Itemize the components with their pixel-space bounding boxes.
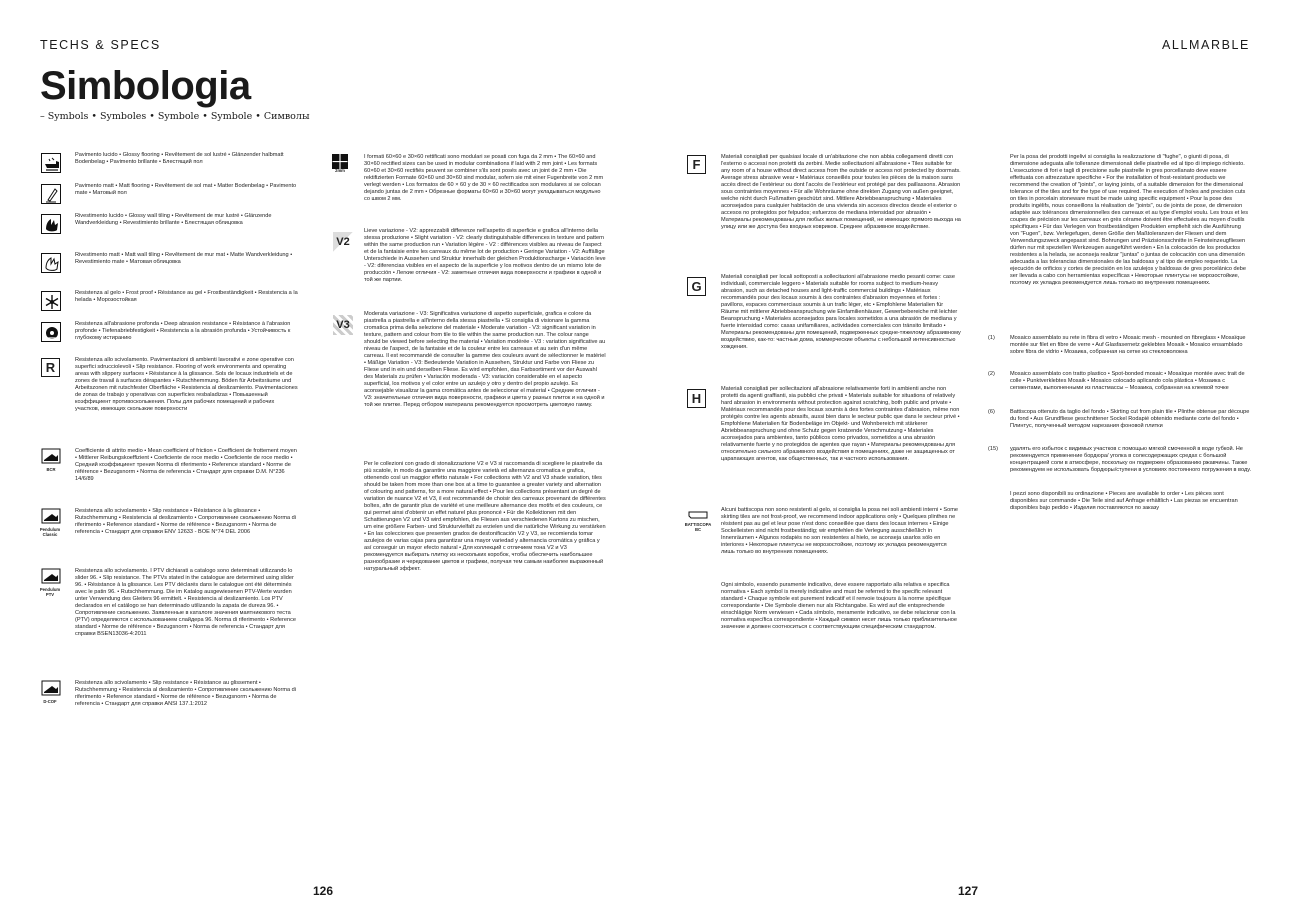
symbol-description: Materiali consigliati per locali sottoposti a sollecitazioni all'abrasione medio pesanti come: case individuali, commerciale leggero • Materials suitable for rooms subject to medium-heavy abrasion, such as detached houses and light-traffic commercial buildings • Matériaux recommandés pour des locaux soumis à des contraintes d'abrasion moyennes et fortes : pavillons, espaces commerciaux soumis à un trafic léger, etc • Empfohlene Materialien für Räume mit mittlerer Abriebbeanspruchung wie Einfamilienhäuser, Gewerbebereiche mit leichter Beanspruchung • Materiales aconsejados para locales sometidos a una abrasión de mediana y fuerte intensidad como: casas unifamiliares, actividades comerciales con tránsito limitado • Материалы рекомендованы для помещений, подверженных средне-тяжелому абразивному воздействию, как-то: частные дома, коммерческие объекты с небольшой интенсивностью хождения. bbox=[721, 274, 961, 350]
symbol-description: Resistenza allo scivolamento. I PTV dichiarati a catalogo sono determinati utilizzando lo slider 96. • Slip resistance. The PTVs stated in the catalogue are determined using slider 96. • Résistance à la glissance. Les PTV déclarés dans le catalogue ont été déterminés avec le patin 96. • Rutschhemmung. Die im Katalog ausgewiesenen PTV-Werte wurden unter Verwendung des Gleiters 96 ermittelt. • Resistencia al deslizamiento. Los PTV declarados en el catálogo se han determinado utilizando la zapata de dureza 96. • Сопротивление скольжению. Заявленные в каталоге значения маятникового теста (PTV) определяются с использованием слайдера 96. Norma di riferimento • Reference standard • Norme de référence • Bezugsnorm • Norma de referencia • Стандарт для справки BSEN13036-4:2011 bbox=[75, 568, 296, 637]
symbol-description: Resistenza allo scivolamento. Pavimentazioni di ambienti lavorativi e zone operative con superfici sdrucciolevoli • Slip resistance. Flooring of work environments and operating areas with slippery surfaces • Résistance à la glissance. Sols de locaux industriels et de zones de travail à surfaces dérapantes • Rutschhemmung. Böden für Arbeitsräume und Arbeitszonen mit rutschfester Oberfläche • Resistencia al deslizamiento. Pavimentaciones de zonas de trabajo y operativas con superficies resbaladizas • Повышенный коэффициент противоскольжения. Полы для рабочих помещений и рабочих участков, имеющих скользкие поверхности bbox=[75, 357, 298, 412]
footnote-text: Mosaico assemblato su rete in fibra di vetro • Mosaic mesh - mounted on fibreglass • Mosaïque montée sur filet en fibre de verre • Auf Glasfasernetz geklebtes Mosaik • Mosaico ensamblado sobre fibra de vidrio • Мозаика, собранная на сетке из стекловолокна bbox=[1010, 335, 1246, 355]
symbol-description: Pavimento lucido • Glossy flooring • Revêtement de sol lustré • Glänzender halbmatt Bodenbelag • Pavimento brillante • Блестящий пол bbox=[75, 152, 284, 165]
section-header: TECHS & SPECS bbox=[40, 38, 161, 52]
symbol-description: Pavimento matt • Matt flooring • Revêtement de sol mat • Matter Bodenbelag • Pavimento mate • Матовый пол bbox=[75, 183, 297, 196]
battiscopa-icon bbox=[688, 510, 708, 520]
pendulum-classic-icon bbox=[41, 508, 61, 528]
footnote-text: удалять его избыток с видимых участков с помощью мягкой смоченной в воде губкой. Не рекомендуется применение бордюра/ уголка в солесодержащих средах с большой концентрацией соли в атмосфере, поскольку он подвержен образованию ржавчины. Также рекомендуем не использовать бордюры/ступени в условиях постоянного погружения в воду. bbox=[1010, 446, 1252, 473]
symbol-disclaimer: Ogni simbolo, essendo puramente indicativo, deve essere rapportato alla relativa e specifica normativa • Each symbol is merely indicative and must be referred to the specific relevant standard • Chaque symbole est purement indicatif et il renvoie toujours à la norme spécifique correspondante • Die Symbole dienen nur als Richtangabe. Es wird auf die entsprechende einschlägige Norm verwiesen • Cada símbolo, meramente indicativo, se debe relacionar con la normativa específica correspondiente • Каждый символ несет лишь только приблизительное значение и должен соотноситься с соответствующим специфическим стандартом. bbox=[721, 582, 958, 630]
shade-variation-note: Per le collezioni con grado di stonalizzazione V2 e V3 si raccomanda di scegliere le piastrelle da più scatole, in modo da garantire una maggiore varietà ed alternanza cromatica e grafica, ottenendo così un maggior effetto naturale • For collections with V2 and V3 shade variation, tiles should be taken from more than one box at a time to guarantee a greater variety and alternation of colouring and patterns, for a more natural effect • Pour les collections présentant un degré de variation de nuance V2 et V3, il est recommandé de choisir des carreaux provenant de différentes boîtes, afin de garantir plus de variété et une meilleure alternance des motifs et des couleurs, ce qui permet ainsi d'obtenir un effet naturel plus prononcé • Für die Kollektionen mit den Schattierungen V2 und V3 wird empfohlen, die Fliesen aus verschiedenen Kartons zu mischen, um eine größere Farben- und Strukturvielfalt zu erzielen und die natürliche Wirkung zu verstärken • En las colecciones que presenten grados de destonificación V2 y V3, se recomienda tomar azulejos de varias cajas para garantizar una mayor variedad y alternancia cromática y gráfica y así conseguir un mayor efecto natural • Для коллекций с отличием тона V2 и V3 рекомендуется выбирать плитку из нескольких коробок, чтобы обеспечить наибольшее разнообразие и чередование цветов и графики, получая тем самым наиболее выраженный натуральный эффект. bbox=[364, 461, 606, 572]
symbol-description: Alcuni battiscopa non sono resistenti al gelo, si consiglia la posa nei soli ambienti interni • Some skirting tiles are not frost-proof, we recommend indoor applications only • Quelques plinthes ne résistent pas au gel et leur pose n'est donc conseillée que dans des locaux internes • Einige Sockelleisten sind nicht frostbeständig; wir empfehlen die Verlegung ausschließlich in Innenräumen • Algunos rodapiés no son resistentes al hielo, se aconseja usarlos sólo en interiores • Некоторые плинтусы не морозостойкие, поэтому их укладка рекомендуется лишь только во внутренних помещениях. bbox=[721, 507, 959, 555]
footnote-text: Mosaico assemblato con tratto plastico • Spot-bonded mosaic • Mosaïque montée avec trait de colle • Punktverklebtes Mosaik • Mosaico colocado aplicando cola plástica • Мозаика с сегментами, выполненными из пластмассы – Мозаика, собранная на клеевой точке bbox=[1010, 371, 1245, 391]
pendulum-ptv-icon bbox=[41, 568, 61, 588]
footnote-number: (1) bbox=[988, 335, 995, 341]
icon-label: Pendulum Classic bbox=[39, 527, 61, 537]
v3-icon: V3 bbox=[333, 315, 353, 335]
symbol-description: Resistenza al gelo • Frost proof • Résistance au gel • Frostbeständigkeit • Resistencia a la helada • Морозостойкая bbox=[75, 290, 298, 303]
2mm-joint-icon bbox=[332, 154, 348, 169]
dcof-icon bbox=[41, 680, 61, 700]
symbol-description: Lieve variazione - V2: apprezzabili differenze nell'aspetto di superficie e grafica all'interno della stessa produzione • Slight variation - V2: clearly distinguishable differences in texture and pattern within the same production run • Variation légère - V2 : différences visibles au niveau de l'aspect et de la fantaisie entre les carreaux du même lot de production • Geringe Variation - V2: Auffällige Unterschiede in Aussehen und Struktur innerhalb der gleichen Produktionscharge • Variación leve - V2: diferencias visibles en el aspecto de la superficie y los motivos dentro de un mismo lote de producción • Легкие отличия - V2: заметные отличия вида поверхности и графики в одной и той же партии. bbox=[364, 228, 606, 283]
symbol-description: Resistenza allo scivolamento • Slip resistance • Résistance à la glissance • Rutschhemmung • Resistencia al deslizamiento • Сопротивление скольжению Norma di riferimento • Reference standard • Norme de référence • Bezugsnorm • Norma de referencia • Стандарт для справки ENV 12633 - BOE N°74 DEL 2006 bbox=[75, 508, 297, 535]
footnote-text: Battiscopa ottenuto da taglio del fondo • Skirting cut from plain tile • Plinthe obtenue par découpe du fond • Aus Grundfliese geschnittener Sockel Rodapié obtenido mediante corte del fondo • Плинтус, полученный методом нарезания фоновой плитки bbox=[1010, 409, 1250, 429]
symbol-description: Materiali consigliati per qualsiasi locale di un'abitazione che non abbia collegamenti diretti con l'esterno o accessi non protetti da zerbini. Medie sollecitazioni all'abrasione • Tiles suitable for any room of a house without direct access from the outside or access not protected by doormats. Average stress abrasive wear • Matériaux conseillés pour toutes les pièces de la maison sans accès direct de l'extérieur ou dont l'accès de l'extérieur est protégé par des paillassons. Abrasion sous contraintes moyennes • Für alle Wohnräume ohne direkten Zugang von außen geeignet, welche nicht durch Fußmatten geschützt sind. Mittlere Abriebbeanspruchung • Materiales aconsejados para cualquier habitación de una vivienda sin accesos directos desde el exterior o accesos no protegidos por felpudos; esfuerzos de mediana intensidad por abrasión • Материалы рекомендованы для любых жилых помещений, не имеющих прямого выхода на улицу или же доступа без входных ковриков. Среднее абразивное воздействие. bbox=[721, 154, 961, 230]
slip-r-icon: R bbox=[41, 358, 60, 377]
symbol-description: Moderata variazione - V3: Significativa variazione di aspetto superficiale, grafica e colore da piastrella a piastrella e all'interno della stessa piastrella • Si consiglia di visionare la gamma cromatica prima della selezione del materiale • Moderate variation - V3: significant variation in texture, pattern and colour from tile to tile within the same production run. The colour range should be viewed before selecting the material • Variation modérée - V3 : variation significative au niveau de l'aspect, de la fantaisie et de la couleur entre les carreaux et au sein d'un même carreau. Il est recommandé de consulter la gamme des couleurs avant de sélectionner le matériel • Mäßige Variation - V3: Bedeutende Variation in Aussehen, Struktur und Farbe von Fliese zu Fliese und in ein und derselben Fliese. Es wird empfohlen, das Farbsortiment vor der Auswahl des Materials zu prüfen • Variación moderada - V3: variación considerable en el aspecto superficial, los motivos y el color entre un azulejo y otro y dentro del propio azulejo. Es aconsejable visualizar la gama cromática antes de seleccionar el material • Средние отличия - V3: значительные отличия вида поверхности, графики и цвета у разных плиток и на одной и той же плитке. Перед отбором материала рекомендуется просмотреть цветовую гамму. bbox=[364, 311, 606, 408]
symbol-description: Materiali consigliati per sollecitazioni all'abrasione relativamente forti in ambienti anche non protetti da agenti graffianti, sia pubblici che privati • Materials suitable for situations of relatively hard abrasion in environments without protection against scratching, both public and private • Matériaux recommandés pour des locaux soumis à des fortes contraintes d'abrasion, même non protégés contre les agents abrasifs, aussi bien dans le secteur public que dans le secteur privé • Empfohlene Materialien für Bodenbeläge im Objekt- und Wohnbereich mit stärkerer Abriebbeanspruchung und ohne Schutz gegen kratzende Verschmutzung • Materiales aconsejados para ambientes, tanto públicos como privados, sometidos a una abrasión relativamente fuerte y no protegidos de agentes que rayan • Материалы рекомендованы для относительно сильного абразивного воздействия в помещениях, даже не защищенных от царапающих агентов, как общественных, так и частного использования. bbox=[721, 386, 960, 462]
icon-label: BATTISCOPA BC bbox=[684, 522, 712, 532]
symbol-description: I formati 60×60 e 30×60 rettificati sono modulari se posati con fuga da 2 mm • The 60×60 and 30×60 rectified sizes can be used in modular combinations if laid with 2 mm joint • Les formats 60×60 et 30×60 rectifiés peuvent se combiner s'ils sont posés avec un joint de 2 mm • Die rektifizierten Formate 60×60 und 30×60 sind modular, sofern sie mit einer Fugenbreite von 2 mm verlegt werden • Los formatos de 60 × 60 y de 30 × 60 rectificados son modulares si se colocan dejando juntas de 2 mm • Обрезные форматы 60×60 и 30×60 могут укладываться модульно со швом 2 мм. bbox=[364, 154, 604, 202]
footnote-number: (6) bbox=[988, 409, 995, 415]
glossy-floor-icon bbox=[41, 153, 61, 173]
matt-floor-icon bbox=[41, 184, 61, 204]
symbol-description: Rivestimento lucido • Glossy wall tiling • Revêtement de mur lustré • Glänzende Wandverkleidung • Revestimiento brillante • Блестящая облицовка bbox=[75, 213, 272, 226]
symbol-description: Rivestimento matt • Matt wall tiling • Revêtement de mur mat • Matte Wandverkleidung • Revestimiento mate • Матовая облицовка bbox=[75, 252, 293, 265]
frost-proof-icon bbox=[41, 291, 61, 311]
footnote-number: (15) bbox=[988, 446, 998, 452]
matt-wall-icon bbox=[41, 253, 61, 273]
symbol-description: Coefficiente di attrito medio • Mean coefficient of friction • Coefficient de frottement moyen • Mittlerer Reibungskoeffizient • Coeficiente de roce medio • Coeficiente de roce medio • Средний коэффициент трения Norma di riferimento • Reference standard • Norme de référence • Bezugsnorm • Norma de referencia • Стандарт для справки D.M. N°236 14/6/89 bbox=[75, 448, 297, 482]
page-title: Simbologia bbox=[40, 64, 251, 108]
icon-label: D-COF bbox=[43, 699, 57, 704]
icon-label: 2mm bbox=[335, 168, 345, 173]
bcr-icon bbox=[41, 448, 61, 468]
icon-label: Pendulum PTV bbox=[39, 587, 61, 597]
symbol-description: Resistenza all'abrasione profonda • Deep abrasion resistance • Résistance à l'abrasion profonde • Tiefenabriebfestigkeit • Resistencia a la abrasión profunda • Устойчивость к глубокому истиранию bbox=[75, 321, 291, 341]
f-icon: F bbox=[687, 155, 706, 174]
page-number-right: 127 bbox=[958, 884, 979, 898]
symbol-description: Resistenza allo scivolamento • Slip resistance • Résistance au glissement • Rutschhemmung • Resistencia al deslizamiento • Сопротивление скольжению Norma di riferimento • Reference standard • Norme de référence • Bezugsnorm • Norma de referencia • Стандарт для справки ANSI 137.1:2012 bbox=[75, 680, 297, 707]
availability-note: I pezzi sono disponibili su ordinazione • Pieces are available to order • Les pièces sont disponibles sur commande • Die Teile sind auf Anfrage erhältlich • Las piezas se encuentran disponibles bajo pedido • Изделия поставляются по заказу bbox=[1010, 491, 1238, 511]
deep-abrasion-icon bbox=[41, 322, 61, 342]
icon-label: BCR bbox=[46, 467, 56, 472]
laying-joints-note: Per la posa dei prodotti ingelivi si consiglia la realizzazione di "fughe", o giunti di posa, di dimensione adeguata alle tolleranze dimensionali delle piastrelle ed al tipo di impiego richiesto. L'esecuzione di fori e tagli di precisione sulle piastrelle in gres porcellanato deve essere effettuata con attrezzature specifiche • For the installation of frost-resistant products we recommend the creation of "joints", or laying joints, of a suitable dimension for the dimensional tolerance of the tiles and for the type of use required. The execution of holes and precision cuts on tiles in porcelain stoneware must be made using specific equipment • Pour la pose des produits ingélifs, nous conseillons la réalisation de "joints", ou de joints de pose, de dimension adaptée aux tolérances dimensionnelles des carreaux et au type d'emploi voulu. Les trous et les coupes de précision sur les carreaux en grès cérame doivent être effectuées au moyen d'outils spécifiques • Für das Verlegen von frostbeständigen Produkten empfiehlt sich die Ausführung von "Fugen", bzw. Verlegefugen, deren Größe den Maßtoleranzen der Fliesen und dem Verwendungszweck angepasst sind. Bohrungen und Präzisionsschnitte in Feinsteinzeugfliesen dürfen nur mit speziellen Werkzeugen ausgeführt werden • En la colocación de los productos resistentes a la helada, se aconseja realizar "juntas" o juntas de colocación con una dimensión adecuada a las tolerancias dimensionales de las baldosas y al tipo de empleo requerido. La ejecución de orificios y cortes de precisión en los azulejos y baldosas de gres porcelánico debe ser llevada a cabo con herramientas específicas • Некоторые плинтусы не морозостойкие, поэтому их укладка рекомендуется лишь только во внутренних помещениях. bbox=[1010, 154, 1249, 286]
page-number-left: 126 bbox=[313, 884, 334, 898]
footnote-number: (2) bbox=[988, 371, 995, 377]
brand-header: ALLMARBLE bbox=[1161, 38, 1250, 52]
g-icon: G bbox=[687, 277, 706, 296]
v2-icon: V2 bbox=[333, 232, 353, 252]
page-subtitle: – Symbols • Symboles • Symbole • Symbole • Символы bbox=[40, 111, 310, 122]
glossy-wall-icon bbox=[41, 214, 61, 234]
h-icon: H bbox=[687, 389, 706, 408]
